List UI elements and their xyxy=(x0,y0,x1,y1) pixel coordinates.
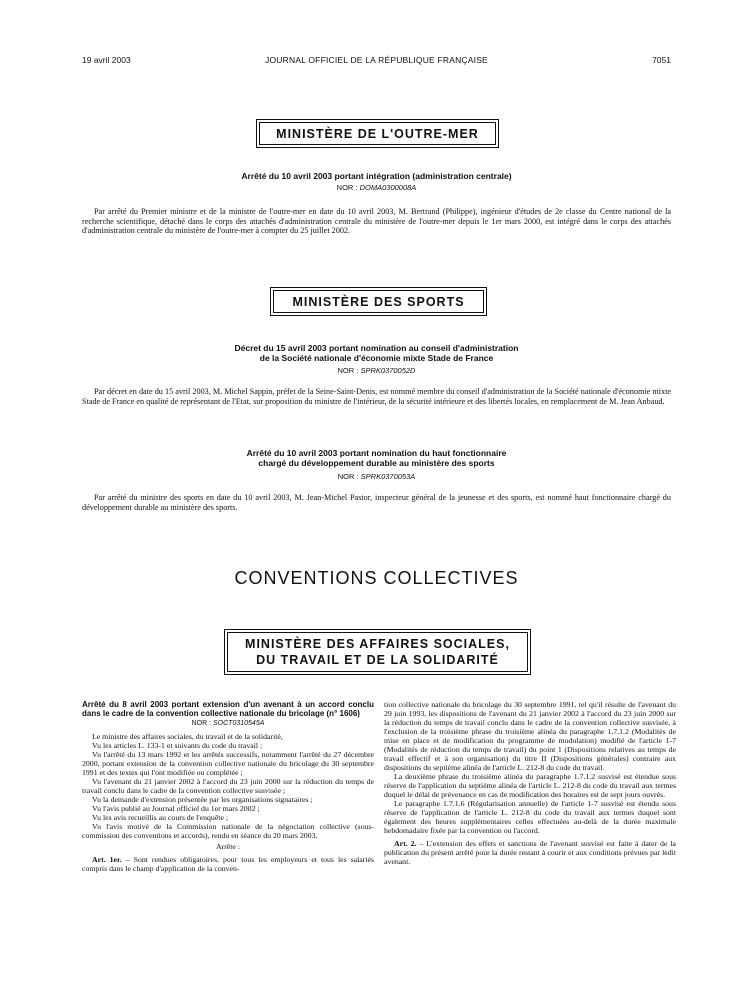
nor-reference: NOR : SPRK0370053A xyxy=(337,472,416,481)
arrete-label: Arrête : xyxy=(215,842,241,851)
page-header xyxy=(82,55,671,69)
paragraph: Vu la demande d'extension présentée par les organisations signataires ; xyxy=(92,795,313,804)
article-2: Art. 2. – L'extension des effets et sanctions de l'avenant susvisé est faite à dater de la publication du présent arrêté pour la durée restant à courir et aux conditions prévues par ledit avenant. xyxy=(384,839,676,866)
decree-title: Arrêté du 10 avril 2003 portant intégration (administration centrale) xyxy=(241,171,512,181)
nor-reference: NOR : SOCT0310545A xyxy=(191,720,265,727)
paragraph: La deuxième phrase du troisième alinéa du paragraphe 1.7.1.2 susvisé est étendue sous réserve de l'application du septième alinéa de l'article L. 212-8 du code du travail aux termes duquel le délai de prévenance en cas de modification des horaires est de sept jours ouvrés. xyxy=(384,772,676,799)
header-date: 19 avril 2003 xyxy=(82,55,131,65)
decree-text: Par arrêté du Premier ministre et de la ministre de l'outre-mer en date du 10 avril 2003, M. Bertrand (Philippe), ingénieur d'études de 2e classe du Centre national de la recherche scientifique, détaché dans le corps des attachés d'administration centrale du ministère de l'outre-mer depuis le 1er mars 2000, est intégré dans le corps des attachés d'administration centrale du ministère de l'outre-mer à compter du 25 juillet 2002. xyxy=(82,207,671,236)
paragraph: tion collective nationale du bricolage du 30 septembre 1991, tel qu'il résulte de l'avenant du 29 juin 1993, les dispositions de l'avenant du 21 janvier 2002 à l'accord du 23 juin 2000 sur la réduction du temps de travail conclu dans le cadre de la convention collective susvisée, à l'exclusion de la troisième phrase du troisième alinéa du paragraphe 1.7.1.2 (Modalités de mise en place et de modification du programme de modulation) modifié de l'article 1-7 (Modalités de réduction du temps de travail) du point 1 (Dispositions relatives au temps de travail effectif et à son organisation) du titre II (Dispositions générales) contraire aux dispositions du septième alinéa de l'article L. 212-8 du code du travail. xyxy=(384,700,676,772)
ministry-box-social xyxy=(224,629,531,675)
ministry-title: MINISTÈRE DES AFFAIRES SOCIALES, DU TRAVAIL ET DE LA SOLIDARITÉ xyxy=(227,632,528,672)
ministry-box-outremer xyxy=(256,119,499,148)
paragraph: Vu les avis recueillis au cours de l'enquête ; xyxy=(92,813,229,822)
page-number: 7051 xyxy=(652,55,671,65)
paragraph: Vu l'avis publié au Journal officiel du 1er mars 2002 ; xyxy=(92,804,260,813)
journal-title: JOURNAL OFFICIEL DE LA RÉPUBLIQUE FRANÇAISE xyxy=(265,55,488,65)
decree-text: Par décret en date du 15 avril 2003, M. Michel Sappin, préfet de la Seine-Saint-Denis, est nommé membre du conseil d'administration de la Société nationale d'économie mixte Stade de France en qualité de représentant de l'Etat, sur proposition du ministre de l'intérieur, de la sécurité intérieure et des libertés locales, en remplacement de M. Jean Anbaud. xyxy=(82,387,671,406)
article-1: Art. 1er. – Sont rendues obligatoires, pour tous les employeurs et tous les salariés compris dans le champ d'application de la conven- xyxy=(82,855,375,873)
paragraph: Le paragraphe 1.7.1.6 (Régularisation annuelle) de l'article 1-7 susvisé est étendu sous réserve de l'application de l'article L. 212-8 du code du travail aux termes duquel sont également des heures supplémentaires celles effectuées au-delà de la durée maximale hebdomadaire fixée par la convention ou l'accord. xyxy=(384,799,676,835)
ministry-title: MINISTÈRE DE L'OUTRE-MER xyxy=(259,122,496,145)
right-column xyxy=(384,700,676,866)
decree-text: Par arrêté du ministre des sports en date du 10 avril 2003, M. Jean-Michel Pastor, inspecteur général de la jeunesse et des sports, est nommé haut fonctionnaire chargé du développement durable au ministère des sports. xyxy=(82,493,671,512)
paragraph: Vu l'arrêté du 13 mars 1992 et les arrêtés successifs, notamment l'arrêté du 27 décembre 2000, portant extension de la convention collective nationale du bricolage du 30 septembre 1991 et des textes qui l'ont modifiée ou complétée ; xyxy=(82,750,374,777)
decree-title: Décret du 15 avril 2003 portant nomination au conseil d'administration de la Société nationale d'économie mixte Stade de France xyxy=(234,343,519,363)
decree-title: Arrêté du 10 avril 2003 portant nomination du haut fonctionnaire chargé du développement durable au ministère des sports xyxy=(246,448,507,468)
section-heading: CONVENTIONS COLLECTIVES xyxy=(234,568,519,588)
nor-reference: NOR : DOMA0300008A xyxy=(336,183,417,192)
ministry-title: MINISTÈRE DES SPORTS xyxy=(273,290,484,313)
paragraph: Vu l'avenant du 21 janvier 2002 à l'accord du 23 juin 2000 sur la réduction du temps de travail conclu dans le cadre de la convention collective susvisée ; xyxy=(82,777,374,795)
nor-reference: NOR : SPRK0370052D xyxy=(337,366,416,375)
paragraph: Vu l'avis motivé de la Commission nationale de la négociation collective (sous-commission des conventions et accords), rendu en séance du 20 mars 2003, xyxy=(82,822,374,840)
ministry-box-sports xyxy=(270,287,487,316)
paragraph: Vu les articles L. 133-1 et suivants du code du travail ; xyxy=(92,741,263,750)
decree-title: Arrêté du 8 avril 2003 portant extension d'un avenant à un accord conclu dans le cadre de la convention collective nationale du bricolage (n° 1606) xyxy=(82,700,374,718)
left-column xyxy=(82,700,374,873)
paragraph: Le ministre des affaires sociales, du travail et de la solidarité, xyxy=(92,732,283,741)
